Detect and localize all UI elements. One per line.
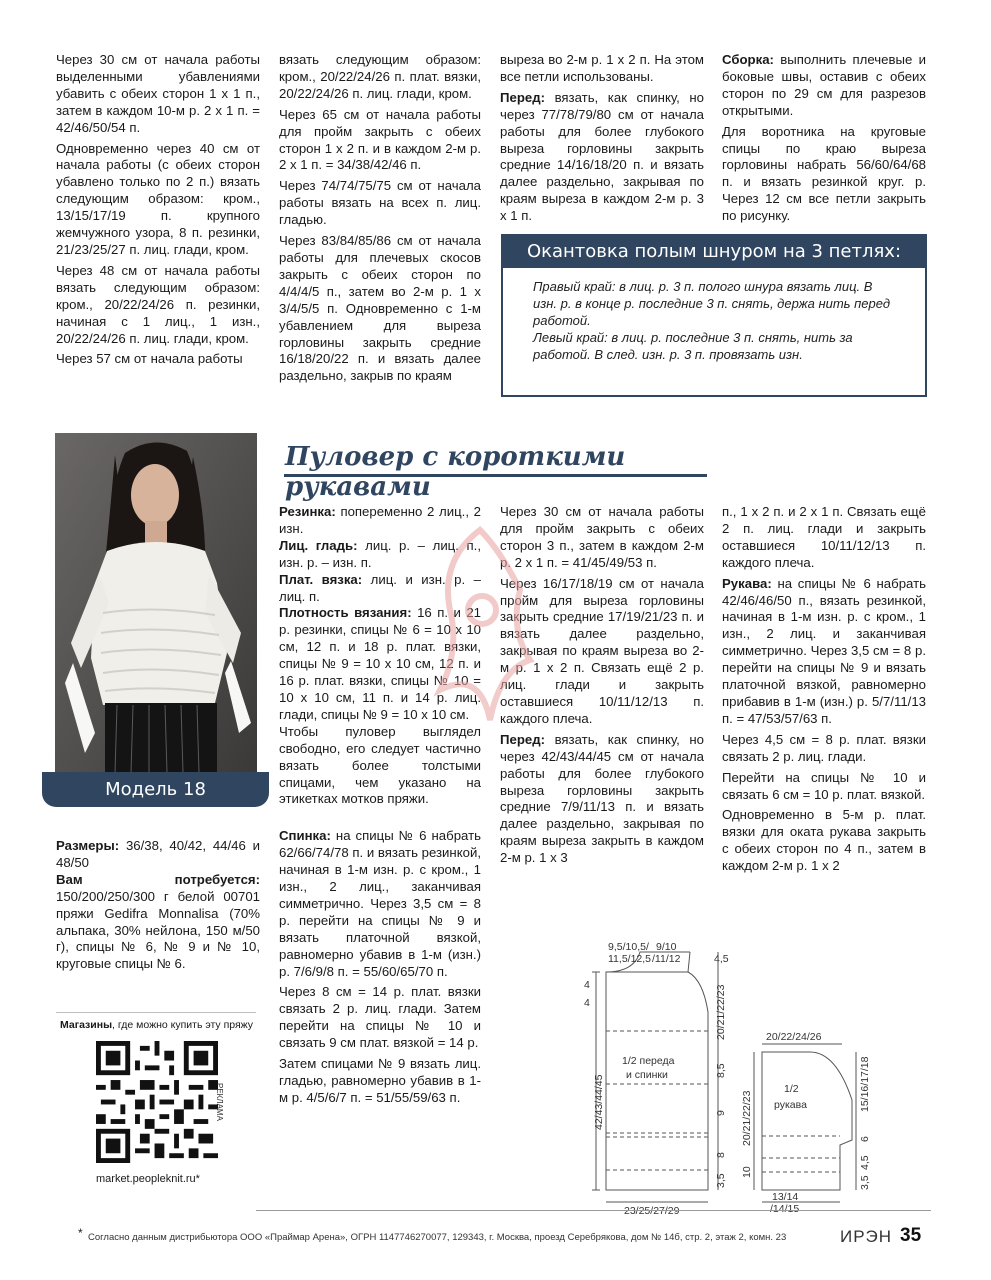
body-left-total: 42/43/44/45 — [593, 1074, 605, 1130]
body-right-b: 8,5 — [715, 1063, 727, 1078]
body-right-d: 8 — [715, 1152, 727, 1158]
body-top-label-3: 9/10 — [656, 941, 677, 953]
edging-line-1: Правый край: в лиц. р. 3 п. полого шнура вязать лиц. В изн. р. в конце р. последние 3 п. снять, держа нить перед работой. — [533, 279, 890, 328]
rib-text: попеременно 2 лиц., 2 изн. — [279, 504, 481, 536]
gauge-label: Плотность вязания: — [279, 605, 412, 621]
body-piece-label-2: и спинки — [626, 1069, 668, 1081]
assembly-paragraph — [722, 52, 926, 120]
paragraph: Затем спицами № 9 вязать лиц. гладью, равномерно убавив в 1-м р. 4/5/6/7 п. = 51/55/59/63 п. — [279, 1056, 481, 1105]
body-right-a: 20/21/22/23 — [715, 984, 727, 1040]
stocking-label: Лиц. гладь: — [279, 537, 358, 553]
body-top-label-1: 9,5/10,5/ — [608, 941, 649, 953]
body-right-e: 3,5 — [715, 1173, 727, 1188]
footnote: Согласно данным дистрибьютора ООО «Праймар Арена», ОГРН 1147746270077, 129343, г. Москва, проезд Серебрякова, дом № 14б, стр. 2, этаж 2, комн. 23 — [88, 1232, 787, 1243]
materials-paragraph — [56, 872, 260, 973]
front-paragraph — [500, 90, 704, 225]
paragraph: Через 4,5 см = 8 р. плат. вязки связать 2 р. лиц. глади. — [722, 731, 926, 764]
fit-paragraph: Чтобы пуловер выглядел свободно, его следует частично вязать более толстыми спицами, чем указано на этикетках мотков пряжи. — [279, 723, 481, 807]
shops-block — [56, 1012, 256, 1193]
sleeve-top-label: 20/22/24/26 — [766, 1031, 822, 1043]
garter-text: лиц. и изн. р. – лиц. п. — [279, 571, 481, 604]
front-text: вязать, как спинку, но через 42/43/44/45 см от начала работы для более глубокого выреза горловины закрыть средние 7/9/11/13 п. и вязать далее раздельно, закрывая по краям выреза закрыть в каждом 2-м р. 1 х 3 — [500, 731, 704, 866]
sleeve-bottom-label-2: /14/15 — [770, 1203, 800, 1215]
sleeve-right-c: 4,5 — [859, 1155, 871, 1170]
top-column-2 — [279, 52, 481, 389]
paragraph: Через 65 см от начала работы для пройм закрыть с обеих сторон 1 х 2 п. и в каждом 2-м р. 2 х 1 п. = 34/38/42/46 п. — [279, 106, 481, 173]
pattern-schematic — [578, 940, 918, 1215]
paragraph: Через 16/17/18/19 см от начала пройм для выреза горловины закрыть средние 17/19/21/23 п. и вязать далее раздельно, закрывая по краям выреза во 2-м р. 1 х 2 п. Связать ещё 2 р. лиц. глади и закрыть оставшиеся 10/11/12/13 п. каждого плеча. — [500, 575, 704, 726]
sizes-paragraph — [56, 838, 260, 872]
paragraph: выреза во 2-м р. 1 х 2 п. На этом все петли использованы. — [500, 52, 704, 84]
top-column-1 — [56, 52, 260, 372]
page-number: 35 — [900, 1225, 922, 1246]
paragraph: Через 83/84/85/86 см от начала работы для плечевых скосов закрыть с обеих сторон по 4/4/4/5 п., затем во 2-м р. 1 х 3/4/5/5 п. Одновременно с 1-м убавлением для выреза горловины закрыть средние 16/18/20/22 п. и вязать далее раздельно, закрыв по краям — [279, 233, 481, 384]
model-photo — [55, 433, 257, 773]
edging-box-body — [533, 278, 899, 363]
back-text: на спицы № 6 набрать 62/66/74/78 п. и вязать резинкой, начиная в 1-м изн. р. с кром., 1 изн., 2 лиц., заканчивая симметрично. Через 3,5 см = 8 р. перейти на спицы № 9 и вязать платочной вязкой, равномерно убавив в 1-м (изн.) р. 7/6/9/8 п. = 55/60/65/70 п. — [279, 828, 481, 979]
paragraph: Перейти на спицы № 10 и связать 6 см = 10 р. плат. вязкой. — [722, 769, 926, 802]
front-label: Перед: — [500, 89, 545, 105]
sizes-text: 36/38, 40/42, 44/46 и 48/50 — [56, 838, 260, 870]
paragraph: п., 1 х 2 п. и 2 х 1 п. Связать ещё 2 п. лиц. глади и закрыть оставшиеся 10/11/12/13 п. каждого плеча. — [722, 504, 926, 570]
sizes-label: Размеры: — [56, 838, 120, 853]
sleeve-right-a: 15/16/17/18 — [859, 1056, 871, 1112]
sleeve-label: Рукава: — [722, 575, 772, 591]
article-title: Пуловер с короткими рукавами — [285, 442, 626, 502]
shops-bold: Магазины — [60, 1019, 113, 1031]
model-photo-illustration — [55, 433, 257, 773]
edging-line-2: Левый край: в лиц. р. последние 3 п. снять, нить за работой. В след. изн. р. 3 п. провязать изн. — [533, 330, 853, 362]
footnote-star: * — [78, 1226, 83, 1240]
front-label: Перед: — [500, 731, 545, 747]
back-label: Спинка: — [279, 828, 331, 844]
watermark-logo — [420, 520, 540, 760]
body-top-label-5: 4,5 — [714, 953, 729, 965]
paragraph: вязать следующим образом: кром., 20/22/24/26 п. плат. вязки, 20/22/24/26 п. лиц. глади, кром. — [279, 52, 481, 101]
bottom-column-4 — [722, 504, 926, 879]
collar-paragraph: Для воротника на круговые спицы по краю выреза горловины набрать 56/60/64/68 п. и вязать резинкой круг. р. Через 12 см все петли закрыть по рисунку. — [722, 123, 926, 224]
sleeve-bottom-label-1: 13/14 — [772, 1191, 799, 1203]
top-column-3 — [500, 52, 704, 229]
footer-divider — [256, 1210, 931, 1211]
assembly-text: выполнить плечевые и боковые швы, оставив с обеих сторон по 29 см для разрезов открытыми. — [722, 52, 926, 118]
materials-column — [56, 838, 260, 977]
body-top-label-4: /11/12 — [652, 953, 681, 965]
paragraph: Одновременно в 5-м р. плат. вязки для оката рукава закрыть с обеих сторон по 4 п., затем в каждом 2-м р. 1 х 2 — [722, 807, 926, 874]
paragraph: Через 30 см от начала работы для пройм закрыть с обеих сторон 3 п., затем в каждом 2-м р. 2 х 1 п. = 41/45/49/53 п. — [500, 504, 704, 570]
model-label: Модель 18 — [42, 772, 269, 807]
materials-label: Вам потребуется: — [56, 871, 260, 887]
garter-label: Плат. вязка: — [279, 571, 363, 587]
sleeve-right-d: 3,5 — [859, 1175, 871, 1190]
stocking-text: лиц. р. – лиц. п., изн. р. – изн. п. — [279, 537, 481, 570]
paragraph: Через 8 см = 14 р. плат. вязки связать 2 р. лиц. глади. Затем перейти на спицы № 10 и связать 9 см плат. вязкой = 14 р. — [279, 984, 481, 1051]
shops-caption — [60, 1019, 253, 1031]
body-bottom-label: 23/25/27/29 — [624, 1205, 680, 1215]
sleeve-piece-label-1: 1/2 — [784, 1083, 799, 1095]
body-left-label-a: 4 — [584, 979, 590, 991]
qr-code[interactable] — [96, 1041, 218, 1163]
paragraph: Через 48 см от начала работы вязать следующим образом: кром., 20/22/24/26 п. резинки, начиная с 1 лиц., 1 изн., 20/22/24/26 п. лиц. глади, кром. — [56, 262, 260, 346]
back-paragraph — [279, 828, 481, 980]
shop-url[interactable]: market.peopleknit.ru* — [96, 1173, 200, 1185]
front-text: вязать, как спинку, но через 77/78/79/80 см от начала работы для более глубокого выреза горловины закрыть средние 14/16/18/20 п. и вязать далее раздельно, закрывая по краям выреза в каждом 2-м р. 3 х 1 п. — [500, 89, 704, 224]
magazine-brand: ИРЭН — [840, 1227, 893, 1246]
title-underline — [284, 474, 707, 477]
sleeve-left-b: 10 — [741, 1166, 753, 1178]
body-top-label-2: 11,5/12,5 — [608, 953, 652, 965]
paragraph: Через 30 см от начала работы выделенными убавлениями убавить с обеих сторон 1 х 1 п., затем в каждом 10-м р. 2 х 1 п. = 42/46/50/54 п. — [56, 52, 260, 135]
paragraph: Через 74/74/75/75 см от начала работы вязать на всех п. лиц. гладью. — [279, 178, 481, 228]
sleeve-text: на спицы № 6 набрать 42/46/46/50 п., вязать резинкой, начиная в 1-м изн. р. с кром., 1 изн., 2 лиц. и заканчивая симметрично. Через 3,5 см = 8 р. перейти на спицы № 9 и вязать платочной вязкой, равномерно прибавив в 1-м (изн.) р. 5/7/11/13 п. = 47/53/57/63 п. — [722, 575, 926, 726]
shops-text: , где можно купить эту пряжу — [112, 1019, 254, 1031]
paragraph: Через 57 см от начала работы — [56, 351, 243, 367]
sleeve-left-a: 20/21/22/23 — [741, 1090, 753, 1146]
edging-box-title: Окантовка полым шнуром на 3 петлях: — [503, 236, 925, 268]
assembly-label: Сборка: — [722, 52, 774, 67]
sleeve-right-b: 6 — [859, 1136, 871, 1142]
body-piece-label-1: 1/2 переда — [622, 1055, 675, 1067]
body-right-c: 9 — [715, 1110, 727, 1116]
gauge-text: 16 п. и 21 р. резинки, спицы № 6 = 10 х 10 см, 12 п. и 18 р. плат. вязки, спицы № 9 = 10 х 10 см, 12 п. и 16 р. плат. вязки, спицы № 10 = 10 х 10 см, 11 п. и 14 р. лиц. глади, спицы № 9 = 10 х 10 см. — [279, 605, 481, 722]
top-column-4 — [722, 52, 926, 229]
body-left-label-b: 4 — [584, 997, 590, 1009]
sleeve-paragraph — [722, 576, 926, 728]
sleeve-piece-label-2: рукава — [774, 1099, 807, 1111]
paragraph: Одновременно через 40 см от начала работы (с обеих сторон убавлено только по 2 п.) вязать следующим образом: кром., 13/15/17/19 п. крупного жемчужного узора, 8 п. резинки, 21/23/25/27 п. лиц. глади, кром. — [56, 140, 260, 257]
advert-mark: РЕКЛАМА — [215, 1083, 224, 1121]
edging-box — [501, 234, 927, 397]
materials-text: 150/200/250/300 г белой 00701 пряжи Gedifra Monnalisa (70% альпака, 30% нейлона, 150 м/50 г), спицы № 6, № 9 и № 10, круговые спицы № 6. — [56, 888, 260, 972]
rib-label: Резинка: — [279, 504, 336, 519]
